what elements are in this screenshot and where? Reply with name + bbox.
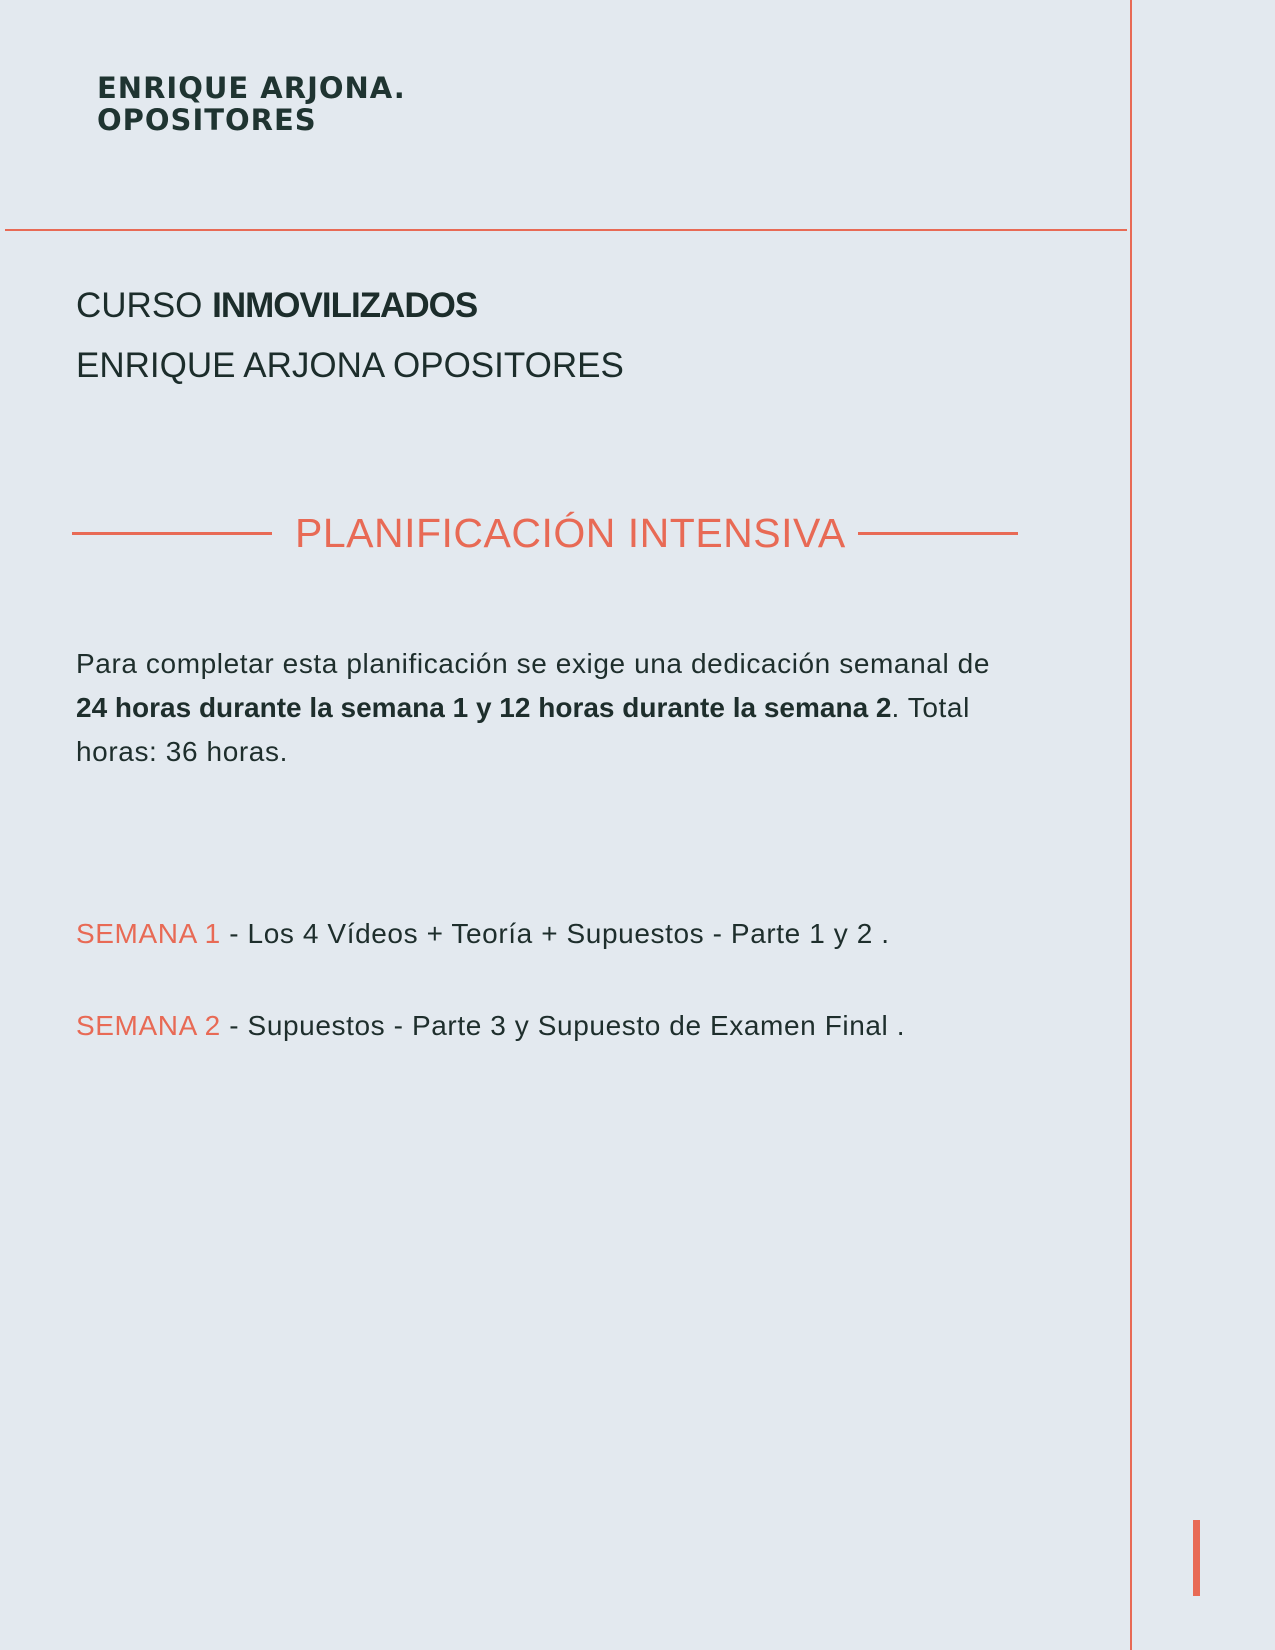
- week-1-label: SEMANA 1: [76, 918, 221, 949]
- intro-text-end: . Total horas: 36 horas.: [76, 692, 970, 767]
- vertical-rule: [1130, 0, 1132, 1650]
- logo: [97, 72, 406, 136]
- week-1-item: [76, 914, 890, 954]
- course-organization: ENRIQUE ARJONA OPOSITORES: [76, 346, 624, 385]
- intro-paragraph: [76, 642, 996, 774]
- section-title: PLANIFICACIÓN INTENSIVA: [295, 510, 846, 556]
- heading-rule-right: [858, 532, 1018, 535]
- week-1-description: - Los 4 Vídeos + Teoría + Supuestos - Parte 1 y 2 .: [220, 918, 890, 949]
- logo-line-2: OPOSITORES: [97, 103, 317, 137]
- intro-hours-emphasis: 24 horas durante la semana 1 y 12 horas durante la semana 2: [76, 692, 892, 723]
- header-divider: [5, 229, 1127, 231]
- week-2-label: SEMANA 2: [76, 1010, 221, 1041]
- intro-text-start: Para completar esta planificación se exige una dedicación semanal de: [76, 648, 990, 679]
- course-title: [76, 276, 624, 336]
- heading-rule-left: [72, 532, 272, 535]
- course-prefix: CURSO: [76, 286, 213, 325]
- course-title-block: [76, 276, 624, 396]
- logo-line-1: ENRIQUE ARJONA.: [97, 71, 406, 105]
- section-heading: [72, 505, 1018, 561]
- week-2-description: - Supuestos - Parte 3 y Supuesto de Examen Final .: [220, 1010, 906, 1041]
- page-accent-mark: [1193, 1520, 1200, 1596]
- course-name: INMOVILIZADOS: [212, 286, 478, 325]
- week-2-item: [76, 1006, 905, 1046]
